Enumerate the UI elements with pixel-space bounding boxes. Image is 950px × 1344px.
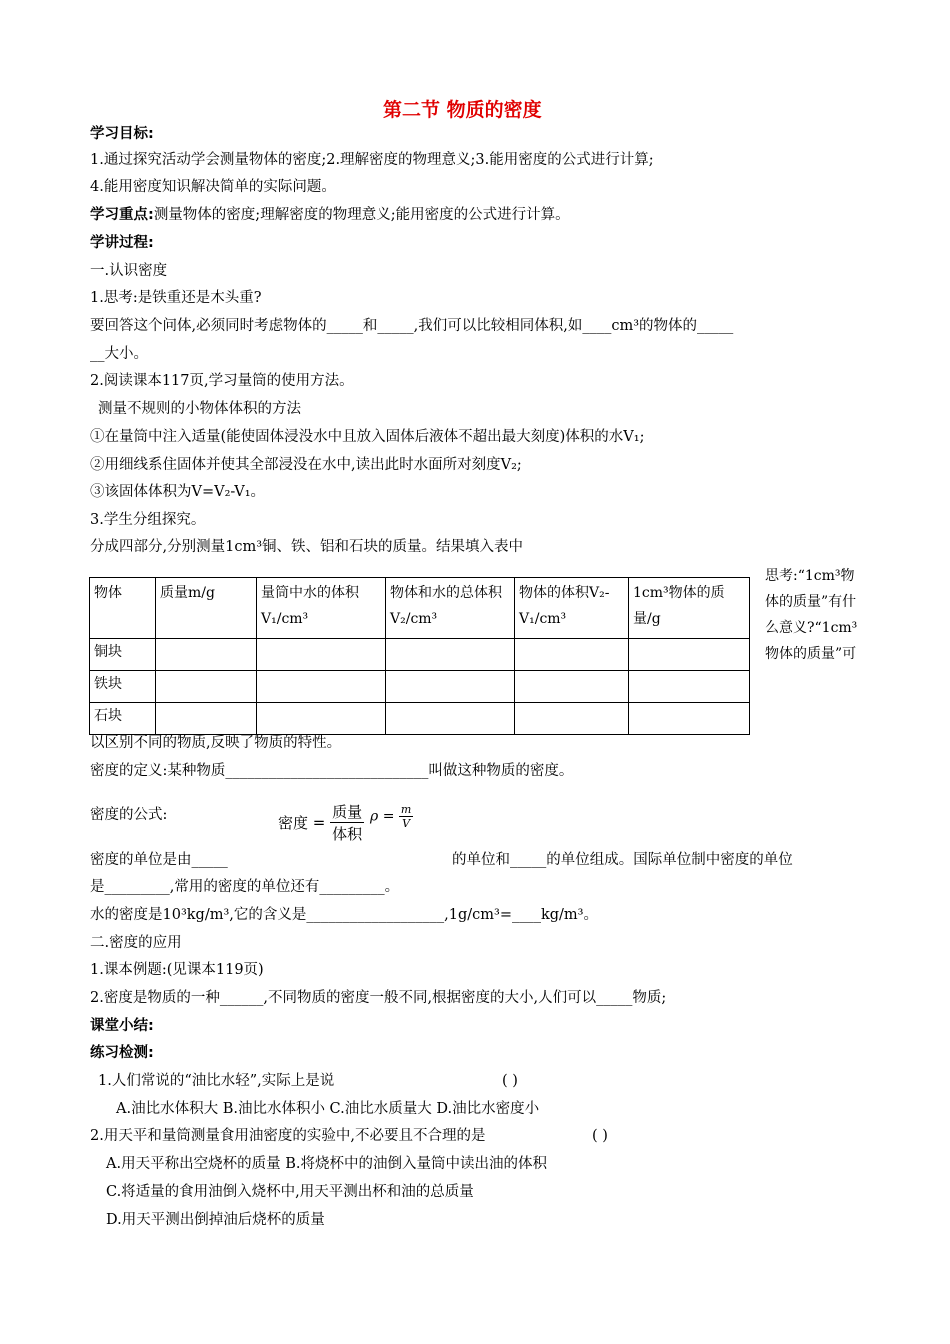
rho-fraction <box>399 803 413 830</box>
row-label: 铜块 <box>90 639 156 671</box>
table-cell <box>257 671 386 703</box>
row-label: 铁块 <box>90 671 156 703</box>
row-label: 石块 <box>90 703 156 735</box>
rho-denominator: V <box>402 817 411 830</box>
table-cell <box>386 703 515 735</box>
rho-symbol: ρ <box>370 808 379 825</box>
table-cell <box>386 639 515 671</box>
practice-2-option-ab: A.用天平称出空烧杯的质量 B.将烧杯中的油倒入量筒中读出油的体积 <box>106 1156 547 1172</box>
page-title: 第二节 物质的密度 <box>383 99 542 121</box>
practice-1-options: A.油比水体积大 B.油比水体积小 C.油比水质量大 D.油比水密度小 <box>116 1101 540 1117</box>
question-1: 1.思考:是铁重还是木头重? <box>90 290 262 306</box>
section-2-heading: 二.密度的应用 <box>90 935 182 951</box>
table-header: 物体的体积V₂-V₁/cm³ <box>515 578 629 639</box>
key-heading: 学习重点: <box>90 207 154 223</box>
table-cell <box>629 703 750 735</box>
water-density-line: 水的密度是10³kg/m³,它的含义是___________________,1g/cm³=____kg/m³。 <box>90 907 598 923</box>
after-table-text: 以区别不同的物质,反映了物质的特性。 <box>90 735 342 751</box>
practice-question-2: 2.用天平和量筒测量食用油密度的实验中,不必要且不合理的是 <box>90 1128 486 1144</box>
density-formula: 密度 = $\frac{\text{质量}}{\text{体积}}$ <box>278 803 363 843</box>
practice-2-option-d: D.用天平测出倒掉油后烧杯的质量 <box>106 1212 325 1228</box>
table-cell <box>156 639 257 671</box>
table-cell <box>515 639 629 671</box>
formula-numerator: 质量 <box>332 803 363 821</box>
question-3-text: 分成四部分,分别测量1cm³铜、铁、铝和石块的质量。结果填入表中 <box>90 539 524 555</box>
method-step-3: ③该固体体积为V=V₂-V₁。 <box>90 484 266 500</box>
table-header: 物体 <box>90 578 156 639</box>
practice-2-option-c: C.将适量的食用油倒入烧杯中,用天平测出杯和油的总质量 <box>106 1184 474 1200</box>
rho-formula: ρ = $\frac{m}{V}$ <box>370 803 412 830</box>
table-header: 量筒中水的体积V₁/cm³ <box>257 578 386 639</box>
question-1-line-b: __大小。 <box>90 346 148 362</box>
table-row <box>90 703 750 735</box>
table-cell <box>257 703 386 735</box>
table-header: 物体和水的总体积V₂/cm³ <box>386 578 515 639</box>
table-cell <box>515 671 629 703</box>
table-cell <box>386 671 515 703</box>
goal-line-1: 1.通过探究活动学会测量物体的密度;2.理解密度的物理意义;3.能用密度的公式进行计算; <box>90 152 654 168</box>
formula-denominator: 体积 <box>332 825 363 843</box>
formula-fraction <box>330 801 364 844</box>
section-1-heading: 一.认识密度 <box>90 263 168 279</box>
measurement-table <box>89 577 750 735</box>
table-cell <box>515 703 629 735</box>
process-heading: 学讲过程: <box>90 235 154 251</box>
question-1-line-a: 要回答这个问体,必须同时考虑物体的_____和_____,我们可以比较相同体积,如____cm³的物体的_____ <box>90 318 734 334</box>
formula-lhs: 密度 <box>278 814 309 832</box>
table-row <box>90 671 750 703</box>
key-points <box>90 206 570 224</box>
application-1: 1.课本例题:(见课本119页) <box>90 962 264 978</box>
unit-line-1a: 密度的单位是由_____ <box>90 852 228 868</box>
practice-heading: 练习检测: <box>90 1045 154 1061</box>
table-header: 1cm³物体的质量/g <box>629 578 750 639</box>
summary-heading: 课堂小结: <box>90 1018 154 1034</box>
method-step-2: ②用细线系住固体并使其全部浸没在水中,读出此时水面所对刻度V₂; <box>90 457 522 473</box>
unit-line-2: 是_________,常用的密度的单位还有_________。 <box>90 879 400 895</box>
table-cell <box>156 671 257 703</box>
table-cell <box>629 671 750 703</box>
table-cell <box>257 639 386 671</box>
table-row <box>90 639 750 671</box>
formula-label: 密度的公式: <box>90 807 168 823</box>
rho-numerator: m <box>400 803 412 816</box>
table-header-row <box>90 578 750 639</box>
goal-line-2: 4.能用密度知识解决简单的实际问题。 <box>90 179 336 195</box>
goals-heading: 学习目标: <box>90 126 154 142</box>
practice-question-1: 1.人们常说的“油比水轻”,实际上是说 <box>98 1073 335 1089</box>
table-header: 质量m/g <box>156 578 257 639</box>
table-cell <box>629 639 750 671</box>
question-2: 2.阅读课本117页,学习量筒的使用方法。 <box>90 373 354 389</box>
method-title: 测量不规则的小物体体积的方法 <box>98 401 301 417</box>
side-note: 思考:“1cm³物体的质量”有什么意义?“1cm³物体的质量”可 <box>765 568 858 662</box>
density-definition: 密度的定义:某种物质____________________________叫做这种物质的密度。 <box>90 763 574 779</box>
table-cell <box>156 703 257 735</box>
answer-paren-2: ( ) <box>592 1128 608 1144</box>
unit-line-1b: 的单位和_____的单位组成。国际单位制中密度的单位 <box>452 852 793 868</box>
answer-paren-1: ( ) <box>502 1073 518 1089</box>
key-text: 测量物体的密度;理解密度的物理意义;能用密度的公式进行计算。 <box>153 207 570 223</box>
application-2: 2.密度是物质的一种______,不同物质的密度一般不同,根据密度的大小,人们可以_____物质; <box>90 990 667 1006</box>
question-3: 3.学生分组探究。 <box>90 512 206 528</box>
method-step-1: ①在量筒中注入适量(能使固体浸没水中且放入固体后液体不超出最大刻度)体积的水V₁; <box>90 429 645 445</box>
